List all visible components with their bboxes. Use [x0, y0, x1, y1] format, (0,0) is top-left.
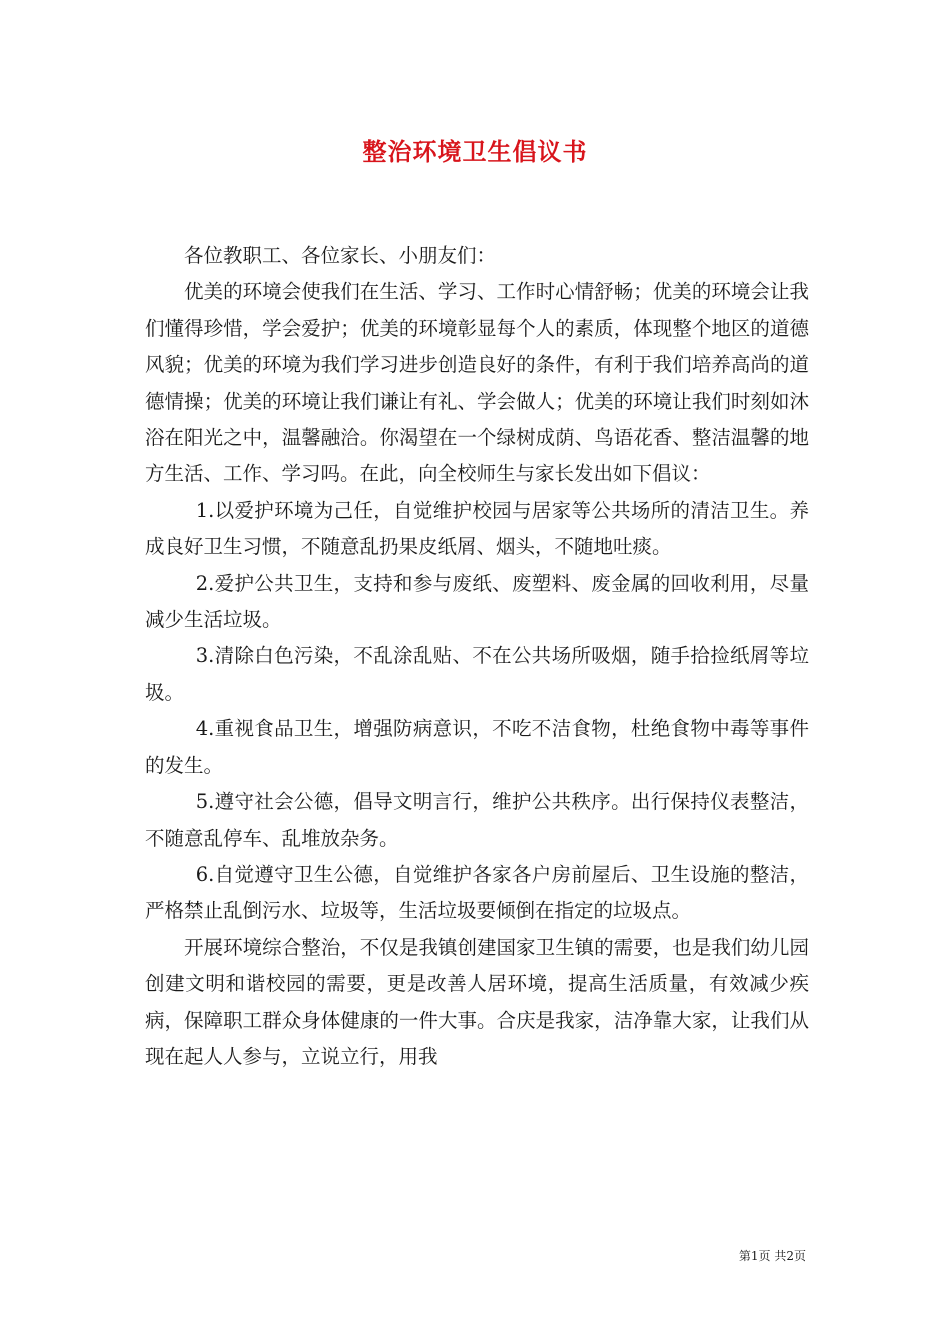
- salutation: 各位教职工、各位家长、小朋友们：: [184, 244, 497, 267]
- document-body: [145, 238, 809, 1075]
- document-title: 整治环境卫生倡议书: [362, 137, 588, 166]
- closing-paragraph: 开展环境综合整治，不仅是我镇创建国家卫生镇的需要，也是我们幼儿园创建文明和谐校园的需要，更是改善人居环境，提高生活质量，有效减少疾病，保障职工群众身体健康的一件大事。合庆是我家，洁净靠大家，让我们从现在起人人参与，立说立行，用我: [145, 935, 809, 1068]
- proposal-item-1: 1.以爱护环境为己任，自觉维护校园与居家等公共场所的清洁卫生。养成良好卫生习惯，不随意乱扔果皮纸屑、烟头，不随地吐痰。: [145, 498, 809, 559]
- proposal-item-4: 4.重视食品卫生，增强防病意识，不吃不洁食物，杜绝食物中毒等事件的发生。: [145, 717, 809, 777]
- page-number: 第1页 共2页: [738, 1249, 806, 1263]
- proposal-item-3: 3.清除白色污染，不乱涂乱贴、不在公共场所吸烟，随手拾捡纸屑等垃圾。: [145, 644, 809, 704]
- proposal-item-2: 2.爱护公共卫生，支持和参与废纸、废塑料、废金属的回收利用，尽量减少生活垃圾。: [145, 571, 809, 632]
- proposal-item-6: 6.自觉遵守卫生公德，自觉维护各家各户房前屋后、卫生设施的整洁，严格禁止乱倒污水、垃圾等，生活垃圾要倾倒在指定的垃圾点。: [145, 862, 809, 923]
- intro-paragraph: 优美的环境会使我们在生活、学习、工作时心情舒畅；优美的环境会让我们懂得珍惜，学会爱护；优美的环境彰显每个人的素质，体现整个地区的道德风貌；优美的环境为我们学习进步创造良好的条件，有利于我们培养高尚的道德情操；优美的环境让我们谦让有礼、学会做人；优美的环境让我们时刻如沐浴在阳光之中，温馨融洽。你渴望在一个绿树成荫、鸟语花香、整洁温馨的地方生活、工作、学习吗。在此，向全校师生与家长发出如下倡议：: [145, 280, 809, 486]
- proposal-item-5: 5.遵守社会公德，倡导文明言行，维护公共秩序。出行保持仪表整洁，不随意乱停车、乱堆放杂务。: [145, 790, 809, 850]
